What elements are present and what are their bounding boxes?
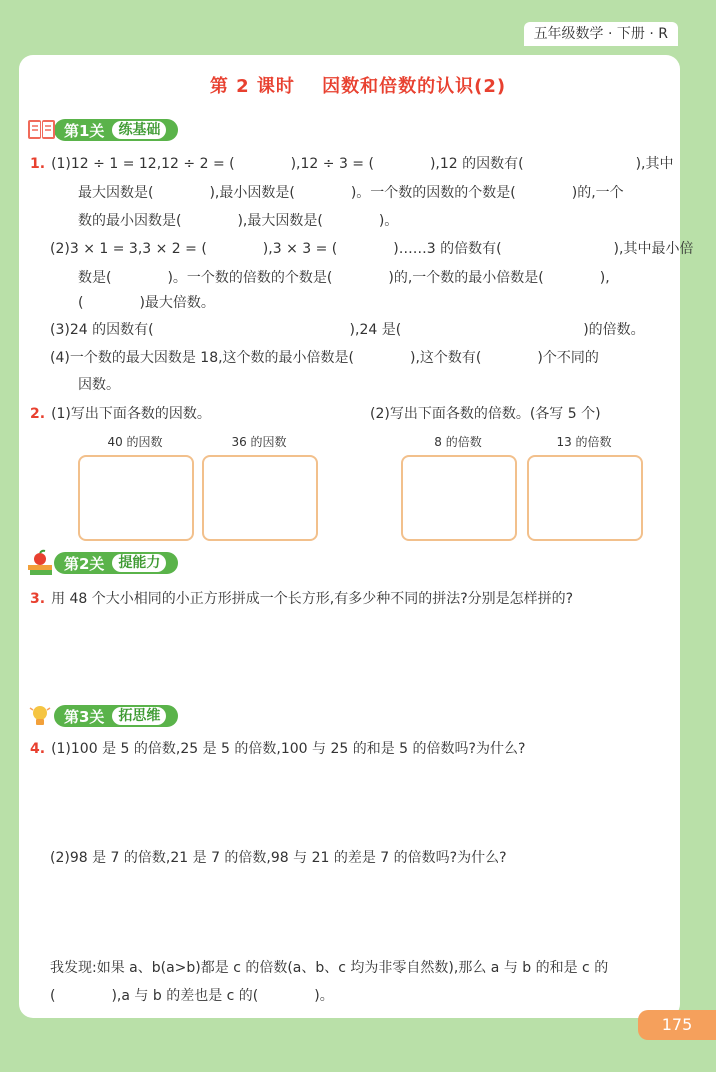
question-number: 4. — [30, 741, 46, 757]
answer-box-36-factors[interactable] — [202, 455, 318, 541]
question-number: 3. — [30, 591, 46, 607]
question-1-line-3: 数的最小因数是( ),最大因数是( )。 — [78, 213, 399, 229]
answer-box-40-factors[interactable] — [78, 455, 194, 541]
page-title — [0, 72, 716, 98]
question-1-line-8: (4)一个数的最大因数是 18,这个数的最小倍数是( ),这个数有( )个不同的 — [50, 350, 599, 366]
question-1-line-1 — [30, 154, 674, 174]
finding-line-2: ( ),a 与 b 的差也是 c 的( )。 — [50, 988, 334, 1004]
section-level: 第2关 — [64, 554, 105, 573]
lesson-topic: 因数和倍数的认识(2) — [322, 76, 507, 97]
question-text: 用 48 个大小相同的小正方形拼成一个长方形,有多少种不同的拼法?分别是怎样拼的? — [51, 591, 574, 607]
answer-box-13-multiples[interactable] — [527, 455, 643, 541]
section-name: 提能力 — [112, 554, 166, 572]
question-1-line-4: (2)3 × 1 = 3,3 × 2 = ( ),3 × 3 = ( )……3 的倍数有( ),其中最小倍 — [50, 241, 694, 257]
answer-box-8-multiples[interactable] — [401, 455, 517, 541]
box-label-36-factors: 36 的因数 — [231, 435, 287, 449]
section-1-header — [26, 117, 178, 143]
question-1-line-2: 最大因数是( ),最小因数是( )。一个数的因数的个数是( )的,一个 — [78, 185, 624, 201]
question-text: (1)100 是 5 的倍数,25 是 5 的倍数,100 与 25 的和是 5 的倍数吗?为什么? — [51, 741, 526, 757]
question-1-line-7: (3)24 的因数有( ),24 是( )的倍数。 — [50, 322, 645, 338]
question-1-line-9: 因数。 — [78, 377, 120, 393]
question-number: 2. — [30, 406, 46, 422]
question-1-line-6: ( )最大倍数。 — [78, 295, 215, 311]
section-name: 拓思维 — [112, 707, 166, 725]
section-2-header — [26, 550, 178, 576]
question-2-part-2: (2)写出下面各数的倍数。(各写 5 个) — [370, 406, 601, 422]
page-number: 175 — [638, 1010, 716, 1040]
finding-line-1: 我发现:如果 a、b(a>b)都是 c 的倍数(a、b、c 均为非零自然数),那么 a 与 b 的和是 c 的 — [50, 960, 609, 976]
box-label-13-multiples: 13 的倍数 — [556, 435, 612, 449]
lightbulb-icon — [26, 702, 58, 730]
question-number: 1. — [30, 156, 46, 172]
lesson-number: 第 2 课时 — [209, 76, 295, 97]
apple-books-icon — [26, 549, 58, 577]
section-name: 练基础 — [112, 121, 166, 139]
question-2-part-1 — [30, 404, 211, 424]
question-3 — [30, 589, 573, 609]
box-label-40-factors: 40 的因数 — [107, 435, 163, 449]
book-icon — [26, 116, 58, 144]
question-4-part-1 — [30, 739, 525, 759]
section-level: 第3关 — [64, 707, 105, 726]
book-tag: 五年级数学 · 下册 · R — [524, 22, 678, 46]
question-4-part-2: (2)98 是 7 的倍数,21 是 7 的倍数,98 与 21 的差是 7 的倍数吗?为什么? — [50, 850, 507, 866]
section-level: 第1关 — [64, 121, 105, 140]
section-3-header — [26, 703, 178, 729]
question-text: (1)写出下面各数的因数。 — [51, 406, 211, 422]
question-text: (1)12 ÷ 1 = 12,12 ÷ 2 = ( ),12 ÷ 3 = ( ),12 的因数有( ),其中 — [51, 156, 674, 172]
question-1-line-5: 数是( )。一个数的倍数的个数是( )的,一个数的最小倍数是( ), — [78, 270, 610, 286]
box-label-8-multiples: 8 的倍数 — [434, 435, 482, 449]
